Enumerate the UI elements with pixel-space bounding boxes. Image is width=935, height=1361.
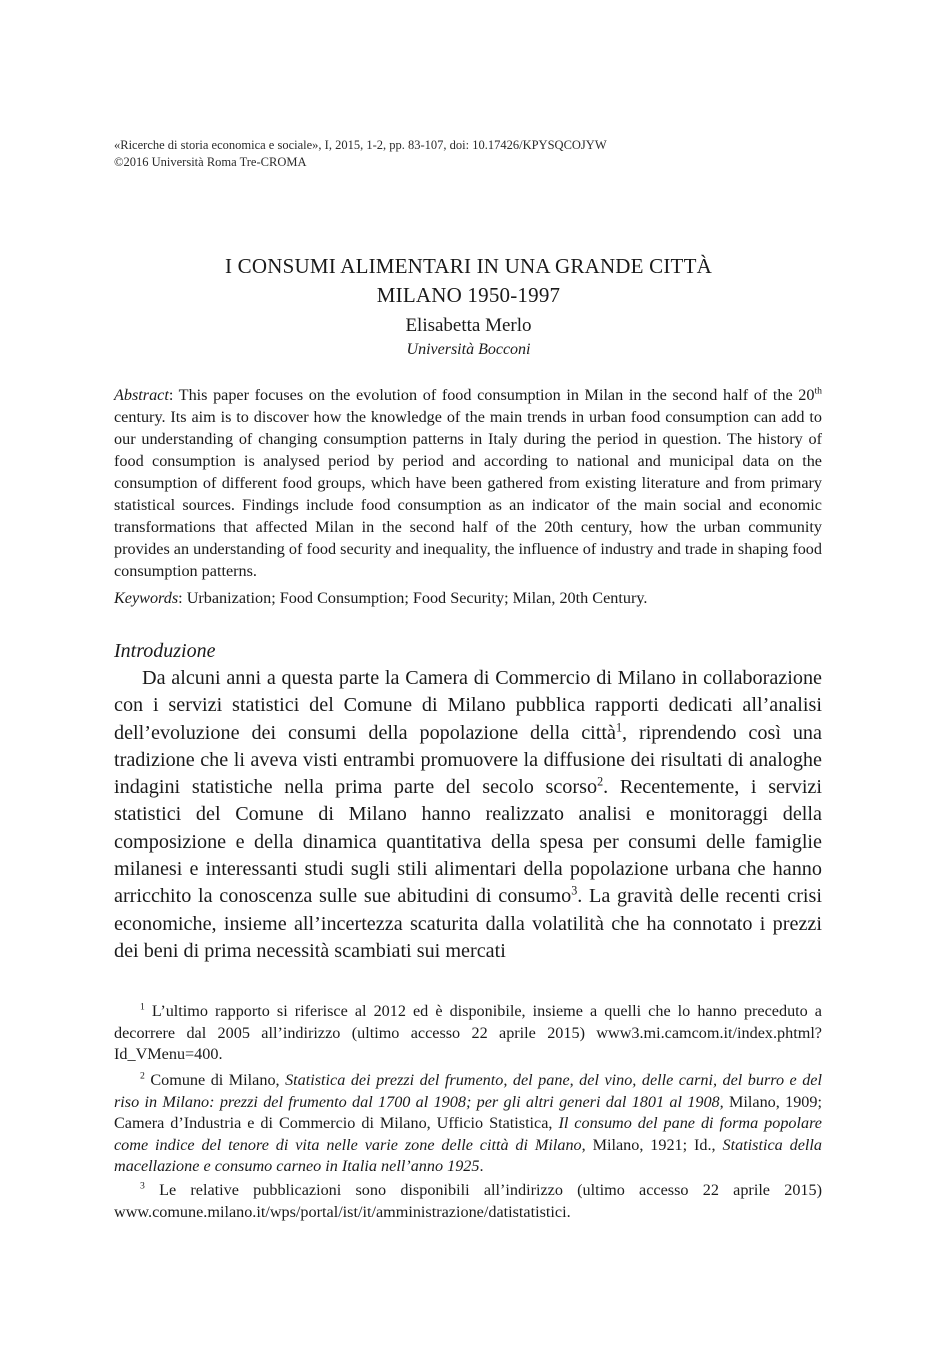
citation-line: «Ricerche di storia economica e sociale», I, 2015, 1-2, pp. 83-107, doi: 10.17426/KPYSQCOJYW — [114, 138, 607, 152]
keywords-text: : Urbanization; Food Consumption; Food Security; Milan, 20th Century. — [178, 589, 648, 607]
footnote-number: 2 — [140, 1070, 145, 1082]
footnote-ref-2[interactable]: 2 — [597, 774, 604, 789]
footnote-text: Comune di Milano, — [144, 1071, 286, 1089]
author-name: Elisabetta Merlo — [405, 315, 532, 336]
body-text-4: . La gravità delle recenti crisi economiche, insieme all’incertezza scaturita dalla volatilità che ha connotato i prezzi dei beni di prima necessità scambiati sui mercati — [114, 885, 822, 962]
footnote-1 — [114, 1001, 822, 1066]
copyright-line: ©2016 Università Roma Tre-CROMA — [114, 155, 307, 169]
footnote-text: , Milano, 1921; Id., — [581, 1135, 723, 1154]
footnote-text: . — [479, 1157, 484, 1175]
abstract-text-a: : This paper focuses on the evolution of food consumption in Milan in the second half of the 20 — [168, 386, 815, 404]
article-title-line-2: MILANO 1950-1997 — [376, 283, 561, 307]
body-text-1: Da alcuni anni a questa parte la Camera di Commercio di Milano in collaborazione con i servizi statistici del Comune di Milano pubblica rapporti dedicati all’analisi dell’evoluzione dei consumi della popolazione della città — [114, 667, 822, 744]
footnote-text: Milano, 1909; Camera d’Industria e di Commercio di Milano, Ufficio Statistica, — [114, 1092, 822, 1132]
footnote-text: Le relative pubblicazioni sono disponibili all’indirizzo (ultimo accesso 22 aprile 2015) www.comune.milano.it/wps/portal/ist/it/amministrazione/datistatistici. — [114, 1181, 822, 1221]
author-affiliation: Università Bocconi — [406, 341, 531, 358]
footnote-3 — [114, 1180, 822, 1223]
abstract — [114, 384, 822, 582]
footnote-text: L’ultimo rapporto si riferisce al 2012 ed è disponibile, insieme a quelli che lo hanno preceduto a decorrere dal 2005 all’indirizzo (ultimo accesso 22 aprile 2015) www3.mi.camcom.it/index.phtml?Id_VMenu=400. — [114, 1002, 822, 1063]
body-text-2: , riprendendo così una tradizione che li aveva visti entrambi promuovere la diffusione dei risultati di analoghe indagini statistiche nella prima parte del secolo scorso — [114, 721, 822, 799]
section-heading: Introduzione — [114, 640, 216, 662]
abstract-text-b: century. Its aim is to discover how the knowledge of the main trends in urban food consumption can add to our understanding of changing consumption patterns in Italy during the period in question. The history of food consumption is analysed period by period and according to national and municipal data on the consumption of different food groups, which have been gathered from existing literature and from primary statistical sources. Findings include food consumption as an indicator of the main social and economic transformations that affected Milan in the second half of the 20th century, how the urban community provides an understanding of food security and inequality, the influence of industry and trade in shaping food consumption patterns. — [114, 408, 822, 580]
footnote-ref-1[interactable]: 1 — [615, 719, 623, 734]
footnote-number: 1 — [140, 1001, 145, 1013]
footnote-title-italic: Statistica della macellazione e consumo carneo in Italia nell’anno 1925 — [114, 1135, 823, 1175]
body-text-3: . Recentemente, i servizi statistici del Comune di Milano hanno realizzato analisi e monitoraggi della composizione e della dinamica quantitativa della spesa per consumi delle famiglie milanesi e interessanti studi sugli stili alimentari della popolazione urbana che hanno arricchito la conoscenza sulle sue abitudini di consumo — [114, 776, 822, 908]
body-paragraph — [114, 665, 822, 965]
footnote-title-italic: Il consumo del pane di forma popolare come indice del tenore di vita nelle varie zone delle città di Milano — [114, 1114, 822, 1154]
journal-citation — [114, 137, 607, 171]
abstract-label: Abstract — [114, 386, 169, 404]
footnote-ref-3[interactable]: 3 — [571, 883, 578, 898]
keywords — [114, 587, 822, 609]
article-title-line-1: I CONSUMI ALIMENTARI IN UNA GRANDE CITTÀ — [225, 254, 712, 278]
keywords-label: Keywords — [114, 589, 179, 607]
abstract-sup: th — [814, 385, 822, 397]
footnote-number: 3 — [140, 1180, 145, 1192]
footnote-2 — [114, 1070, 822, 1178]
footnote-title-italic: Statistica dei prezzi del frumento, del pane, del vino, delle carni, del burro e del riso in Milano: prezzi del frumento dal 1700 al 1908; per gli altri generi dal 1801 al 1908, — [114, 1071, 822, 1111]
